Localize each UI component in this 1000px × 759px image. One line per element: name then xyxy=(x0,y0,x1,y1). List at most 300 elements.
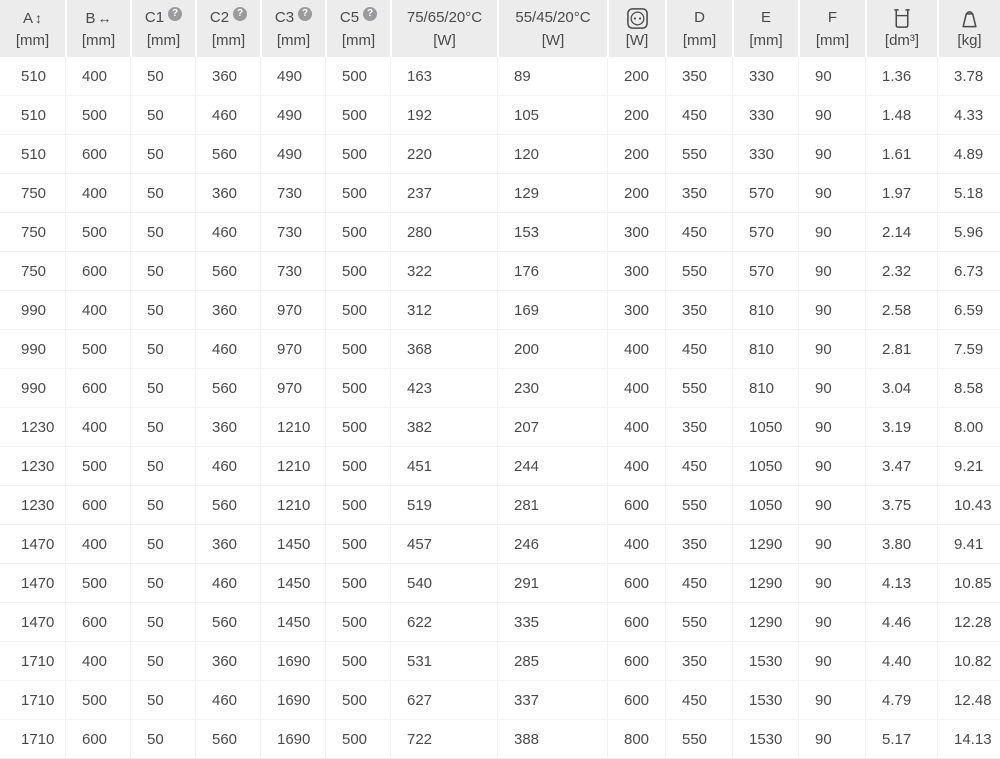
cell-c3: 1210 xyxy=(260,408,325,447)
cell-vol: 1.48 xyxy=(865,96,937,135)
cell-f: 90 xyxy=(798,135,865,174)
cell-vol: 3.19 xyxy=(865,408,937,447)
cell-d: 350 xyxy=(665,525,732,564)
horizontal-arrow-icon: ↔ xyxy=(97,10,112,26)
cell-f: 90 xyxy=(798,564,865,603)
cell-b: 500 xyxy=(65,564,130,603)
cell-pel: 400 xyxy=(607,369,665,408)
cell-c2: 560 xyxy=(195,720,260,759)
col-unit: [mm] xyxy=(815,32,850,49)
header-row xyxy=(0,0,1000,57)
cell-a: 750 xyxy=(0,252,65,291)
col-header-electric-power xyxy=(607,0,665,57)
cell-a: 1710 xyxy=(0,681,65,720)
table-row xyxy=(0,135,1000,174)
cell-e: 810 xyxy=(732,369,798,408)
cell-kg: 8.58 xyxy=(937,369,1000,408)
cell-p75: 368 xyxy=(390,330,497,369)
cell-c5: 500 xyxy=(325,603,390,642)
cell-p55: 176 xyxy=(497,252,607,291)
cell-p55: 200 xyxy=(497,330,607,369)
cell-e: 330 xyxy=(732,57,798,96)
cell-p55: 105 xyxy=(497,96,607,135)
col-label: C2 xyxy=(209,9,230,26)
cell-c2: 460 xyxy=(195,96,260,135)
cell-c2: 560 xyxy=(195,486,260,525)
col-header-water-volume xyxy=(865,0,937,57)
table-row xyxy=(0,213,1000,252)
cell-p55: 153 xyxy=(497,213,607,252)
cell-f: 90 xyxy=(798,642,865,681)
cell-c3: 490 xyxy=(260,57,325,96)
cell-c1: 50 xyxy=(130,642,195,681)
cell-kg: 6.59 xyxy=(937,291,1000,330)
col-header-c1 xyxy=(130,0,195,57)
col-unit: [kg] xyxy=(957,32,982,49)
col-header-power-55-45-20 xyxy=(497,0,607,57)
cell-d: 550 xyxy=(665,135,732,174)
cell-p55: 335 xyxy=(497,603,607,642)
cell-e: 570 xyxy=(732,174,798,213)
cell-a: 1710 xyxy=(0,642,65,681)
cell-p75: 280 xyxy=(390,213,497,252)
cell-vol: 2.58 xyxy=(865,291,937,330)
col-header-d xyxy=(665,0,732,57)
cell-a: 990 xyxy=(0,330,65,369)
cell-c3: 1450 xyxy=(260,564,325,603)
cell-f: 90 xyxy=(798,603,865,642)
cell-b: 500 xyxy=(65,213,130,252)
cell-c1: 50 xyxy=(130,369,195,408)
cell-c5: 500 xyxy=(325,57,390,96)
cell-c3: 490 xyxy=(260,135,325,174)
cell-e: 1050 xyxy=(732,447,798,486)
table-row xyxy=(0,252,1000,291)
col-unit: [dm³] xyxy=(884,32,920,49)
col-label: 55/45/20°C xyxy=(515,9,591,26)
cell-c5: 500 xyxy=(325,681,390,720)
water-volume-icon xyxy=(891,9,913,26)
cell-d: 550 xyxy=(665,603,732,642)
cell-p75: 237 xyxy=(390,174,497,213)
cell-kg: 10.82 xyxy=(937,642,1000,681)
cell-c2: 360 xyxy=(195,408,260,447)
cell-d: 350 xyxy=(665,642,732,681)
cell-e: 330 xyxy=(732,96,798,135)
power-socket-icon xyxy=(626,9,649,26)
cell-b: 400 xyxy=(65,525,130,564)
table-row xyxy=(0,681,1000,720)
cell-a: 990 xyxy=(0,369,65,408)
cell-b: 600 xyxy=(65,720,130,759)
cell-pel: 300 xyxy=(607,213,665,252)
cell-c5: 500 xyxy=(325,174,390,213)
cell-p75: 722 xyxy=(390,720,497,759)
cell-p75: 622 xyxy=(390,603,497,642)
cell-p75: 423 xyxy=(390,369,497,408)
cell-pel: 400 xyxy=(607,330,665,369)
cell-c5: 500 xyxy=(325,252,390,291)
cell-e: 330 xyxy=(732,135,798,174)
cell-c5: 500 xyxy=(325,369,390,408)
col-header-height-a xyxy=(0,0,65,57)
table-row xyxy=(0,408,1000,447)
col-header-weight xyxy=(937,0,1000,57)
cell-pel: 600 xyxy=(607,642,665,681)
cell-pel: 300 xyxy=(607,291,665,330)
cell-c2: 360 xyxy=(195,174,260,213)
cell-vol: 4.79 xyxy=(865,681,937,720)
cell-kg: 5.18 xyxy=(937,174,1000,213)
cell-c2: 460 xyxy=(195,447,260,486)
cell-c5: 500 xyxy=(325,564,390,603)
cell-c3: 1690 xyxy=(260,681,325,720)
cell-c2: 360 xyxy=(195,57,260,96)
cell-vol: 3.75 xyxy=(865,486,937,525)
cell-e: 1530 xyxy=(732,681,798,720)
cell-c2: 460 xyxy=(195,564,260,603)
table-row xyxy=(0,174,1000,213)
cell-pel: 600 xyxy=(607,603,665,642)
cell-kg: 7.59 xyxy=(937,330,1000,369)
help-icon[interactable]: ? xyxy=(233,7,247,21)
cell-f: 90 xyxy=(798,213,865,252)
cell-p55: 337 xyxy=(497,681,607,720)
cell-f: 90 xyxy=(798,486,865,525)
cell-a: 510 xyxy=(0,135,65,174)
col-unit: [W] xyxy=(433,32,456,49)
cell-d: 450 xyxy=(665,447,732,486)
cell-c1: 50 xyxy=(130,525,195,564)
col-header-c2 xyxy=(195,0,260,57)
cell-p75: 457 xyxy=(390,525,497,564)
cell-a: 750 xyxy=(0,213,65,252)
cell-c5: 500 xyxy=(325,447,390,486)
cell-e: 570 xyxy=(732,213,798,252)
cell-p75: 192 xyxy=(390,96,497,135)
cell-b: 400 xyxy=(65,642,130,681)
table-row xyxy=(0,57,1000,96)
cell-f: 90 xyxy=(798,252,865,291)
cell-c1: 50 xyxy=(130,213,195,252)
cell-p55: 246 xyxy=(497,525,607,564)
cell-kg: 9.41 xyxy=(937,525,1000,564)
cell-p55: 244 xyxy=(497,447,607,486)
cell-e: 1290 xyxy=(732,564,798,603)
cell-f: 90 xyxy=(798,174,865,213)
cell-kg: 4.89 xyxy=(937,135,1000,174)
cell-vol: 3.80 xyxy=(865,525,937,564)
col-label: B xyxy=(85,10,96,27)
cell-p75: 540 xyxy=(390,564,497,603)
cell-b: 600 xyxy=(65,135,130,174)
cell-vol: 4.13 xyxy=(865,564,937,603)
cell-c3: 490 xyxy=(260,96,325,135)
cell-c2: 560 xyxy=(195,135,260,174)
cell-pel: 600 xyxy=(607,564,665,603)
col-header-f xyxy=(798,0,865,57)
cell-kg: 14.13 xyxy=(937,720,1000,759)
cell-c5: 500 xyxy=(325,291,390,330)
table-body xyxy=(0,57,1000,759)
cell-d: 450 xyxy=(665,96,732,135)
cell-d: 350 xyxy=(665,291,732,330)
table-row xyxy=(0,525,1000,564)
cell-vol: 4.46 xyxy=(865,603,937,642)
cell-d: 350 xyxy=(665,174,732,213)
cell-e: 1290 xyxy=(732,525,798,564)
cell-vol: 2.32 xyxy=(865,252,937,291)
cell-e: 1530 xyxy=(732,720,798,759)
cell-p75: 627 xyxy=(390,681,497,720)
col-header-power-75-65-20 xyxy=(390,0,497,57)
cell-b: 400 xyxy=(65,174,130,213)
cell-d: 450 xyxy=(665,681,732,720)
cell-c2: 460 xyxy=(195,681,260,720)
cell-c1: 50 xyxy=(130,174,195,213)
cell-p75: 322 xyxy=(390,252,497,291)
cell-b: 500 xyxy=(65,447,130,486)
col-unit: [mm] xyxy=(81,32,116,49)
cell-d: 350 xyxy=(665,57,732,96)
cell-c2: 360 xyxy=(195,642,260,681)
cell-pel: 300 xyxy=(607,252,665,291)
cell-pel: 600 xyxy=(607,681,665,720)
cell-c3: 970 xyxy=(260,291,325,330)
table-row xyxy=(0,369,1000,408)
cell-c3: 1690 xyxy=(260,642,325,681)
cell-f: 90 xyxy=(798,291,865,330)
cell-c3: 730 xyxy=(260,174,325,213)
col-unit: [mm] xyxy=(146,32,181,49)
table-row xyxy=(0,330,1000,369)
cell-c5: 500 xyxy=(325,486,390,525)
cell-c2: 460 xyxy=(195,330,260,369)
col-unit: [mm] xyxy=(15,32,50,49)
cell-c1: 50 xyxy=(130,681,195,720)
cell-c3: 970 xyxy=(260,330,325,369)
cell-d: 550 xyxy=(665,369,732,408)
vertical-arrow-icon: ↕ xyxy=(35,10,42,26)
cell-f: 90 xyxy=(798,447,865,486)
col-label: D xyxy=(694,9,705,26)
cell-p55: 285 xyxy=(497,642,607,681)
cell-d: 550 xyxy=(665,486,732,525)
cell-c3: 1690 xyxy=(260,720,325,759)
cell-c1: 50 xyxy=(130,330,195,369)
cell-d: 350 xyxy=(665,408,732,447)
cell-p75: 163 xyxy=(390,57,497,96)
cell-b: 400 xyxy=(65,408,130,447)
cell-c1: 50 xyxy=(130,291,195,330)
cell-p55: 388 xyxy=(497,720,607,759)
cell-e: 1290 xyxy=(732,603,798,642)
cell-b: 400 xyxy=(65,291,130,330)
cell-b: 600 xyxy=(65,486,130,525)
cell-c3: 730 xyxy=(260,252,325,291)
cell-vol: 4.40 xyxy=(865,642,937,681)
table-row xyxy=(0,720,1000,759)
cell-b: 600 xyxy=(65,252,130,291)
help-icon[interactable]: ? xyxy=(298,7,312,21)
table-row xyxy=(0,603,1000,642)
table-row xyxy=(0,564,1000,603)
cell-c5: 500 xyxy=(325,642,390,681)
table-row xyxy=(0,486,1000,525)
col-unit: [mm] xyxy=(211,32,246,49)
cell-c5: 500 xyxy=(325,96,390,135)
cell-vol: 3.04 xyxy=(865,369,937,408)
cell-c1: 50 xyxy=(130,57,195,96)
table-row xyxy=(0,447,1000,486)
cell-b: 600 xyxy=(65,603,130,642)
cell-vol: 2.81 xyxy=(865,330,937,369)
col-header-e xyxy=(732,0,798,57)
cell-d: 550 xyxy=(665,720,732,759)
cell-a: 990 xyxy=(0,291,65,330)
col-label: E xyxy=(760,9,771,26)
cell-pel: 200 xyxy=(607,135,665,174)
cell-c2: 460 xyxy=(195,213,260,252)
cell-pel: 200 xyxy=(607,174,665,213)
col-unit: [W] xyxy=(541,32,565,49)
col-label: C5 xyxy=(339,9,360,26)
table-row xyxy=(0,291,1000,330)
cell-vol: 1.36 xyxy=(865,57,937,96)
cell-c2: 560 xyxy=(195,603,260,642)
cell-c3: 970 xyxy=(260,369,325,408)
col-unit: [mm] xyxy=(276,32,311,49)
cell-f: 90 xyxy=(798,369,865,408)
cell-c2: 560 xyxy=(195,369,260,408)
col-label: A xyxy=(22,10,33,27)
cell-e: 810 xyxy=(732,330,798,369)
col-header-c5 xyxy=(325,0,390,57)
cell-c5: 500 xyxy=(325,213,390,252)
cell-c1: 50 xyxy=(130,603,195,642)
table-header xyxy=(0,0,1000,57)
cell-c3: 1450 xyxy=(260,603,325,642)
cell-f: 90 xyxy=(798,408,865,447)
cell-kg: 3.78 xyxy=(937,57,1000,96)
cell-pel: 400 xyxy=(607,408,665,447)
col-header-c3 xyxy=(260,0,325,57)
cell-c5: 500 xyxy=(325,720,390,759)
weight-icon xyxy=(958,9,981,26)
cell-f: 90 xyxy=(798,57,865,96)
cell-kg: 5.96 xyxy=(937,213,1000,252)
cell-kg: 9.21 xyxy=(937,447,1000,486)
cell-f: 90 xyxy=(798,330,865,369)
cell-p55: 291 xyxy=(497,564,607,603)
cell-f: 90 xyxy=(798,720,865,759)
cell-pel: 600 xyxy=(607,486,665,525)
cell-c5: 500 xyxy=(325,408,390,447)
col-unit: [mm] xyxy=(682,32,717,49)
cell-p55: 120 xyxy=(497,135,607,174)
cell-kg: 12.48 xyxy=(937,681,1000,720)
cell-c1: 50 xyxy=(130,486,195,525)
cell-c5: 500 xyxy=(325,525,390,564)
cell-a: 1230 xyxy=(0,486,65,525)
cell-vol: 2.14 xyxy=(865,213,937,252)
cell-c1: 50 xyxy=(130,408,195,447)
cell-d: 550 xyxy=(665,252,732,291)
cell-d: 450 xyxy=(665,213,732,252)
table-row xyxy=(0,96,1000,135)
cell-f: 90 xyxy=(798,96,865,135)
cell-c3: 1210 xyxy=(260,447,325,486)
cell-pel: 800 xyxy=(607,720,665,759)
cell-b: 400 xyxy=(65,57,130,96)
cell-a: 1710 xyxy=(0,720,65,759)
cell-a: 1470 xyxy=(0,525,65,564)
cell-pel: 400 xyxy=(607,525,665,564)
cell-vol: 3.47 xyxy=(865,447,937,486)
help-icon[interactable]: ? xyxy=(168,7,182,21)
cell-pel: 400 xyxy=(607,447,665,486)
col-unit: [W] xyxy=(625,32,649,49)
cell-e: 1050 xyxy=(732,486,798,525)
cell-d: 450 xyxy=(665,330,732,369)
cell-c3: 730 xyxy=(260,213,325,252)
cell-b: 500 xyxy=(65,96,130,135)
cell-a: 750 xyxy=(0,174,65,213)
help-icon[interactable]: ? xyxy=(363,7,377,21)
cell-c1: 50 xyxy=(130,252,195,291)
cell-e: 1530 xyxy=(732,642,798,681)
cell-p55: 230 xyxy=(497,369,607,408)
col-label: 75/65/20°C xyxy=(406,9,483,26)
cell-a: 1230 xyxy=(0,408,65,447)
cell-c1: 50 xyxy=(130,720,195,759)
cell-f: 90 xyxy=(798,525,865,564)
col-header-width-b xyxy=(65,0,130,57)
cell-p75: 382 xyxy=(390,408,497,447)
cell-p55: 169 xyxy=(497,291,607,330)
cell-c5: 500 xyxy=(325,330,390,369)
col-label: F xyxy=(827,9,838,26)
col-unit: [mm] xyxy=(749,32,783,49)
cell-e: 1050 xyxy=(732,408,798,447)
cell-c2: 360 xyxy=(195,291,260,330)
cell-kg: 4.33 xyxy=(937,96,1000,135)
cell-p75: 451 xyxy=(390,447,497,486)
cell-a: 510 xyxy=(0,96,65,135)
cell-p75: 519 xyxy=(390,486,497,525)
cell-d: 450 xyxy=(665,564,732,603)
cell-a: 510 xyxy=(0,57,65,96)
cell-kg: 10.43 xyxy=(937,486,1000,525)
cell-vol: 5.17 xyxy=(865,720,937,759)
cell-pel: 200 xyxy=(607,57,665,96)
cell-b: 500 xyxy=(65,681,130,720)
cell-p75: 220 xyxy=(390,135,497,174)
cell-f: 90 xyxy=(798,681,865,720)
cell-kg: 10.85 xyxy=(937,564,1000,603)
cell-c5: 500 xyxy=(325,135,390,174)
cell-e: 570 xyxy=(732,252,798,291)
table-row xyxy=(0,642,1000,681)
cell-p75: 312 xyxy=(390,291,497,330)
col-label: C1 xyxy=(144,9,165,26)
cell-c1: 50 xyxy=(130,135,195,174)
col-unit: [mm] xyxy=(341,32,376,49)
cell-p55: 207 xyxy=(497,408,607,447)
cell-c2: 360 xyxy=(195,525,260,564)
cell-kg: 8.00 xyxy=(937,408,1000,447)
cell-vol: 1.97 xyxy=(865,174,937,213)
